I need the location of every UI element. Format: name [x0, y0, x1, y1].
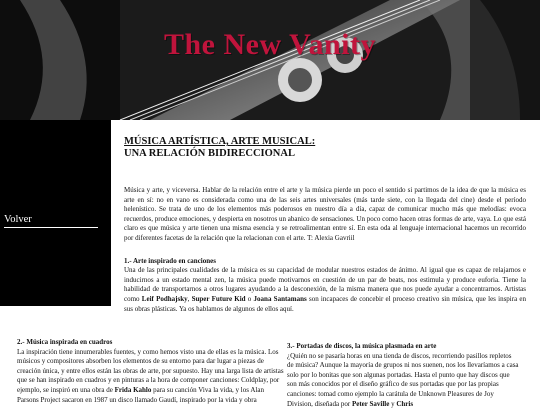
article-title-line2: UNA RELACIÓN BIDIRECCIONAL	[124, 148, 295, 159]
artist-name: Joana Santamans	[253, 294, 307, 303]
section-1-text-b: son incapaces de concebir el proceso creativo sin música, que les inspira en sus obras plásticas. Ya os hablamos de algunos de ellos aquí.	[124, 294, 527, 313]
section-1-heading: 1.- Arte inspirado en canciones	[124, 256, 216, 265]
artist-name: Super Future Kid	[191, 294, 246, 303]
back-underline	[4, 227, 98, 228]
article-title-line1: MÚSICA ARTÍSTICA, ARTE MUSICAL:	[124, 136, 316, 147]
section-2-body	[17, 348, 285, 406]
separator: o	[245, 294, 254, 303]
section-2-text-a: La inspiración tiene innumerables fuentes, y como hemos visto una de ellas es la música. Los músicos y compositores absorben los elementos de su entorno para dar lugar a piezas de creación única, y entre ellos están las obras de arte, por supuesto. Hay una larga lista de artistas que se han inspirado en cuadros y en pinturas a la hora de componer canciones: Coldplay, por ejemplo, se inspiró en una obra de	[17, 347, 284, 394]
sidebar	[0, 120, 111, 306]
section-1-text-a: Una de las principales cualidades de la música es su capacidad de modular nuestros estados de ánimo. Al igual que es capaz de relajarnos e inducirnos a un estado mental zen, la música puede motivarnos en cuestión de un par de beats, nos estimula y produce euforia. Tiene la habilidad de transportarnos a otros lugares ayudando a la desconexión, de la misma manera que nos puede ayudar a concentrarnos. Artistas como	[124, 266, 526, 303]
hero-banner	[0, 0, 540, 120]
section-3	[287, 342, 519, 409]
article-main	[124, 136, 526, 314]
section-2-text-b: para su canción Viva la vida, y los Alan Parsons Project sacaron en 1987 un disco llamado Gaudí, inspirado por la vida y obra	[17, 385, 264, 404]
site-title: The New Vanity	[163, 28, 377, 61]
section-2	[17, 338, 285, 405]
designer-name: Chris	[396, 399, 414, 408]
section-3-heading: 3.- Portadas de discos, la música plasmada en arte	[287, 342, 437, 350]
section-2-heading: 2.- Música inspirada en cuadros	[17, 338, 113, 346]
artist-name: Frida Kahlo	[114, 385, 152, 394]
article-title	[124, 136, 526, 160]
designer-name: Peter Saville	[351, 399, 390, 408]
separator: y	[389, 399, 397, 408]
section-3-body	[287, 352, 519, 409]
section-3-text-a: ¿Quién no se pasaría horas en una tienda de discos, recorriendo pasillos repletos de música? Aunque la mayoría de grupos ni nos suenen, nos los llevaríamos a casa solo por lo bonitas que son algunas portadas. Hasta el punto que hay discos que son más conocidos por el diseño gráfico de sus portadas que por las propias canciones: tomad como ejemplo la carátula de Unknown Pleasures de Joy Division, diseñada por	[287, 351, 519, 408]
article-intro: Música y arte, y viceversa. Hablar de la relación entre el arte y la música pierde un poco el sentido si partimos de la idea de que la música es arte en sí: no en vano es considerada como una de las seis artes universales (más tarde siete, con la llegada del cine) desde el período helenístico. Se trata de uno de los elementos más poderosos en nuestro día a día, capaz de comunicar mucho más que melodías: evoca recuerdos, produce emociones, y despierta en nosotros un abanico de sensaciones. Un poco como hacen otras formas de arte, vaya. Lo que está claro es que música y arte tienen una misma esencia y se retroalimentan entre sí. En esta oda al lenguaje internacional hacemos un recorrido por diferentes facetas de la relación que la relacionan con el arte. T: Alexia Gavriil	[124, 186, 526, 242]
separator: ,	[187, 294, 192, 303]
back-link[interactable]: Volver	[4, 214, 32, 225]
section-1-body	[124, 266, 526, 314]
section-1	[124, 257, 526, 315]
artist-name: Leif Podhajsky	[141, 294, 188, 303]
